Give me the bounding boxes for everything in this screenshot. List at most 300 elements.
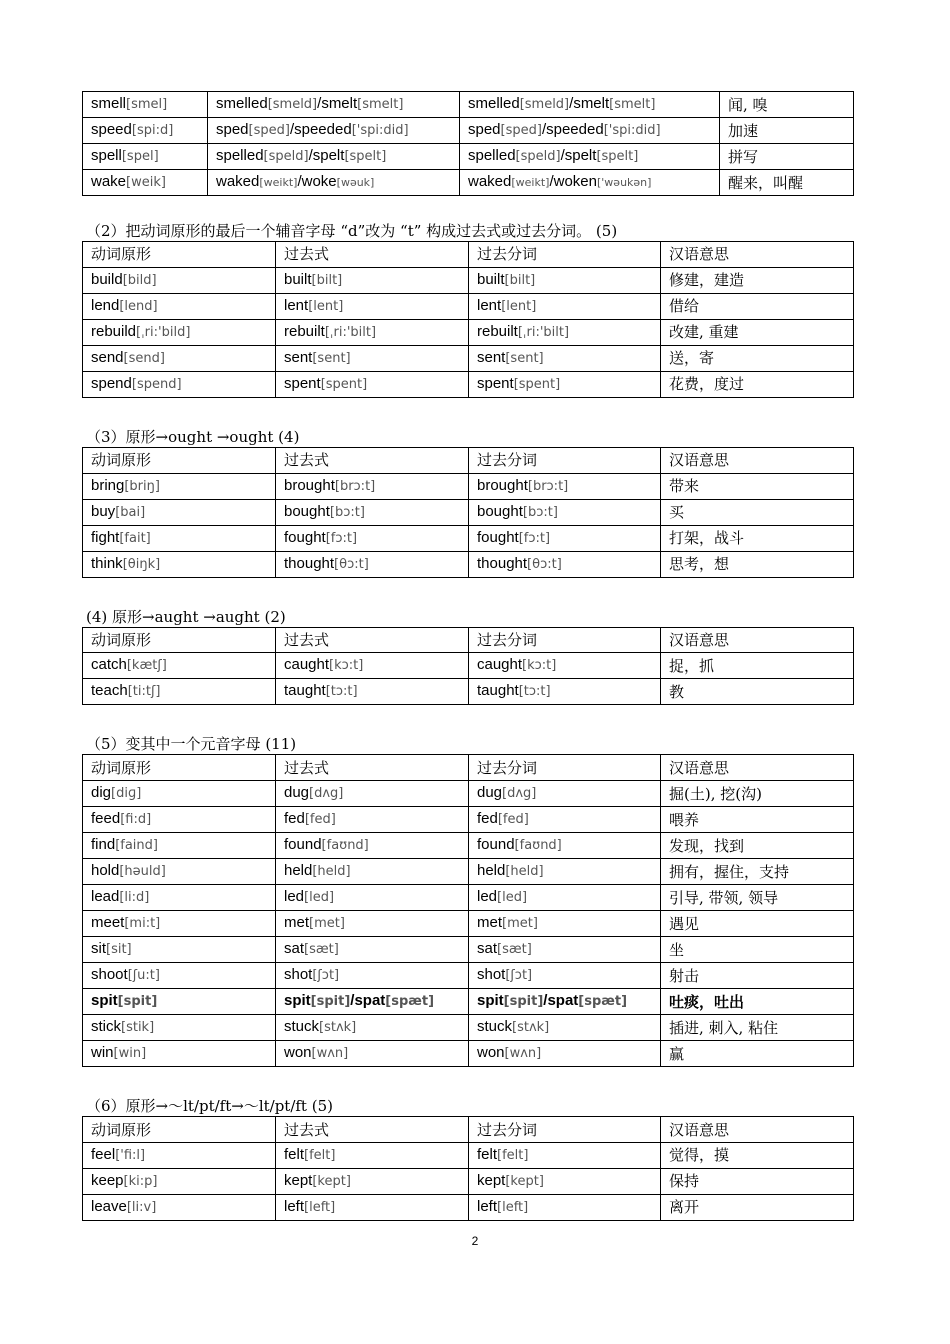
base-form-cell (83, 653, 276, 679)
past-participle-cell (469, 1142, 661, 1168)
phonetic: ['fi:l] (115, 1147, 146, 1163)
table-row (83, 525, 854, 551)
verb-form: lend (91, 296, 120, 314)
verb-form: dug (477, 784, 503, 802)
verb-form: won (284, 1044, 312, 1062)
verb-form: speeded (294, 121, 352, 138)
column-header-past: 过去式 (276, 1117, 469, 1143)
section-4 (82, 607, 853, 706)
verb-form: fought (284, 528, 326, 546)
phonetic: [fed] (304, 812, 336, 828)
phonetic: [weikt] (511, 176, 550, 189)
phonetic: [briŋ] (124, 478, 160, 494)
meaning-cell: 改建, 重建 (661, 319, 854, 345)
table-row (83, 807, 854, 833)
phonetic: [felt] (497, 1147, 529, 1163)
phonetic: [dʌg] (502, 786, 537, 802)
phonetic: [speld] (515, 149, 561, 164)
phonetic: [spæt] (578, 994, 628, 1010)
phonetic: [ˌri:'bilt] (324, 324, 377, 340)
past-participle-cell (469, 1168, 661, 1194)
phonetic: [led] (304, 890, 335, 906)
verb-form: found (477, 836, 515, 854)
phonetic: [sæt] (497, 942, 532, 958)
verb-form: bought (477, 502, 523, 520)
meaning-cell: 加速 (720, 118, 854, 144)
past-tense-cell: spelled[speld]/spelt[spelt] (208, 144, 460, 170)
column-header-past: 过去式 (276, 755, 469, 781)
phonetic: [bilt] (311, 272, 343, 288)
past-tense-cell: sped[sped]/speeded['spi:did] (208, 118, 460, 144)
base-form-cell (83, 989, 276, 1015)
verb-form: lead (91, 888, 120, 906)
verb-form: buy (91, 502, 116, 520)
verb-form: fought (477, 528, 519, 546)
verb-form: taught (284, 682, 326, 700)
past-participle-cell: sped[sped]/speeded['spi:did] (460, 118, 720, 144)
document-page (82, 91, 853, 1221)
section-title: （5）变其中一个元音字母 (11) (86, 735, 297, 754)
column-header-base: 动词原形 (83, 627, 276, 653)
table-body (83, 755, 854, 1067)
phonetic: [weik] (126, 175, 166, 190)
verb-form: meet (91, 914, 125, 932)
verb-form: rebuilt (477, 322, 518, 340)
table-row (83, 1142, 854, 1168)
verb-form: spit (91, 992, 118, 1010)
phonetic: [bild] (122, 272, 157, 288)
meaning-cell: 送，寄 (661, 345, 854, 371)
table-row (83, 319, 854, 345)
table-row (83, 653, 854, 679)
table-row (83, 551, 854, 577)
phonetic: [spit] (117, 994, 158, 1010)
table-header-row (83, 627, 854, 653)
verb-form: think (91, 554, 123, 572)
verb-form: found (284, 836, 322, 854)
verb-form: bought (284, 502, 330, 520)
column-header-pp: 过去分词 (469, 755, 661, 781)
meaning-cell: 赢 (661, 1041, 854, 1067)
phonetic: [sent] (505, 350, 544, 366)
past-tense-cell (276, 499, 469, 525)
phonetic: [θɔ:t] (334, 556, 369, 572)
phonetic: [ʃu:t] (127, 968, 160, 984)
meaning-cell: 发现，找到 (661, 833, 854, 859)
verb-form: spat (547, 992, 579, 1010)
phonetic: [mi:t] (124, 916, 161, 932)
column-header-base: 动词原形 (83, 242, 276, 268)
table-row (83, 92, 854, 118)
meaning-cell: 引导, 带领, 领导 (661, 885, 854, 911)
base-form-cell (83, 833, 276, 859)
verb-form: keep (91, 1171, 124, 1189)
verb-form: smelt (321, 95, 358, 112)
verb-form: sent (477, 348, 506, 366)
section-title: （6）原形→～lt/pt/ft→～lt/pt/ft (5) (86, 1097, 333, 1116)
verb-form: rebuild (91, 322, 137, 340)
meaning-cell: 醒来，叫醒 (720, 170, 854, 196)
phonetic: ['spi:did] (351, 123, 409, 138)
phonetic: [spit] (310, 994, 351, 1010)
meaning-cell: 坐 (661, 937, 854, 963)
column-header-base: 动词原形 (83, 755, 276, 781)
past-tense-cell (276, 1168, 469, 1194)
base-form-cell (83, 267, 276, 293)
phonetic: [sent] (312, 350, 351, 366)
phonetic: [kɔ:t] (329, 658, 364, 674)
past-tense-cell (276, 859, 469, 885)
meaning-cell: 修建，建造 (661, 267, 854, 293)
meaning-cell: 离开 (661, 1194, 854, 1220)
phonetic: [speld] (263, 149, 309, 164)
table-row (83, 859, 854, 885)
table-row (83, 473, 854, 499)
verb-table (82, 241, 854, 398)
meaning-cell: 吐痰，吐出 (661, 989, 854, 1015)
past-participle-cell (469, 1194, 661, 1220)
phonetic: [weikt] (259, 176, 298, 189)
verb-form: kept (284, 1171, 313, 1189)
column-header-base: 动词原形 (83, 447, 276, 473)
base-form-cell (83, 859, 276, 885)
base-form-cell (83, 551, 276, 577)
verb-form: spell (91, 147, 122, 164)
column-header-pp: 过去分词 (469, 447, 661, 473)
past-tense-cell (276, 653, 469, 679)
verb-form: spit (477, 992, 504, 1010)
verb-form: shot (477, 966, 506, 984)
table-body (83, 627, 854, 705)
verb-form: spend (91, 374, 132, 392)
table-row (83, 1194, 854, 1220)
phonetic: [sæt] (304, 942, 339, 958)
verb-form: spent (477, 374, 514, 392)
verb-form: spat (354, 992, 386, 1010)
past-participle-cell (469, 679, 661, 705)
base-form-cell (83, 92, 208, 118)
base-form-cell (83, 319, 276, 345)
past-tense-cell (276, 319, 469, 345)
phonetic: [kept] (312, 1173, 351, 1189)
phonetic: [ʃɔt] (505, 968, 533, 984)
phonetic: [send] (123, 350, 165, 366)
verb-form: sped (468, 121, 501, 138)
verb-form: bring (91, 476, 125, 494)
column-header-base: 动词原形 (83, 1117, 276, 1143)
phonetic: [lent] (501, 298, 537, 314)
phonetic: [smel] (126, 97, 168, 112)
base-form-cell (83, 963, 276, 989)
past-tense-cell (276, 345, 469, 371)
phonetic: [bɔ:t] (522, 504, 558, 520)
phonetic: [faʊnd] (514, 838, 562, 854)
verb-form: built (284, 270, 312, 288)
verb-form: held (284, 862, 313, 880)
phonetic: [faʊnd] (321, 838, 369, 854)
section-title: （2）把动词原形的最后一个辅音字母 “d”改为 “t” 构成过去式或过去分词。 (5) (86, 222, 618, 240)
verb-table (82, 627, 854, 706)
verb-form: left (477, 1197, 498, 1215)
verb-form: stick (91, 1018, 121, 1036)
base-form-cell (83, 293, 276, 319)
column-header-pp: 过去分词 (469, 627, 661, 653)
past-participle-cell: spit[spit]/spat[spæt] (469, 989, 661, 1015)
verb-form: build (91, 270, 123, 288)
phonetic: [lent] (308, 298, 344, 314)
verb-form: spit (284, 992, 311, 1010)
table-body (83, 1117, 854, 1221)
phonetic: [met] (309, 916, 345, 932)
meaning-cell: 插进, 刺入, 粘住 (661, 1015, 854, 1041)
past-tense-cell (276, 293, 469, 319)
phonetic: [left] (497, 1199, 529, 1215)
verb-form: built (477, 270, 505, 288)
past-participle-cell (469, 653, 661, 679)
verb-form: find (91, 836, 116, 854)
section-3 (82, 427, 853, 578)
phonetic: [spel] (121, 149, 159, 164)
phonetic: [spit] (503, 994, 544, 1010)
meaning-cell: 买 (661, 499, 854, 525)
table-row (83, 499, 854, 525)
verb-form: waked (216, 173, 260, 190)
past-participle-cell (469, 293, 661, 319)
verb-form: taught (477, 682, 519, 700)
table-row (83, 170, 854, 196)
column-header-past: 过去式 (276, 627, 469, 653)
phonetic: [wʌn] (504, 1046, 542, 1062)
verb-form: sent (284, 348, 313, 366)
verb-form: win (91, 1044, 114, 1062)
phonetic: [lend] (119, 298, 158, 314)
verb-form: stuck (477, 1018, 513, 1036)
past-tense-cell (276, 1194, 469, 1220)
past-tense-cell (276, 551, 469, 577)
past-participle-cell: spelled[speld]/spelt[spelt] (460, 144, 720, 170)
phonetic: [li:v] (126, 1199, 157, 1215)
table-header-row (83, 242, 854, 268)
column-header-pp: 过去分词 (469, 1117, 661, 1143)
section-6 (82, 1096, 853, 1221)
past-tense-cell: smelled[smeld]/smelt[smelt] (208, 92, 460, 118)
past-participle-cell (469, 551, 661, 577)
verb-form: rebuilt (284, 322, 325, 340)
section-2 (82, 221, 853, 398)
meaning-cell: 捉，抓 (661, 653, 854, 679)
verb-form: fight (91, 528, 120, 546)
base-form-cell (83, 1142, 276, 1168)
column-header-meaning: 汉语意思 (661, 1117, 854, 1143)
verb-form: fed (477, 810, 498, 828)
verb-form: sat (284, 940, 305, 958)
table-row (83, 989, 854, 1015)
verb-form: smelled (468, 95, 520, 112)
table-row (83, 371, 854, 397)
verb-form: thought (284, 554, 335, 572)
phonetic: [fi:d] (120, 812, 152, 828)
base-form-cell (83, 1015, 276, 1041)
page-number: 2 (471, 1234, 479, 1248)
section-title: (4) 原形→aught →aught (2) (86, 607, 286, 626)
verb-form: catch (91, 656, 127, 674)
verb-table (82, 754, 854, 1067)
table-row (83, 118, 854, 144)
phonetic: [bilt] (504, 272, 536, 288)
table-row (83, 781, 854, 807)
verb-form: brought (284, 476, 335, 494)
table-body (83, 92, 854, 196)
phonetic: [stʌk] (512, 1020, 550, 1036)
phonetic: [fait] (119, 530, 151, 546)
past-participle-cell (469, 859, 661, 885)
verb-form: smell (91, 95, 127, 112)
phonetic: [stʌk] (319, 1020, 357, 1036)
phonetic: [diɡ] (111, 786, 142, 802)
past-tense-cell (276, 473, 469, 499)
verb-table-continued (82, 91, 854, 196)
past-tense-cell (276, 937, 469, 963)
table-row (83, 345, 854, 371)
verb-form: spent (284, 374, 321, 392)
table-row (83, 937, 854, 963)
verb-form: thought (477, 554, 528, 572)
past-participle-cell (469, 1041, 661, 1067)
past-participle-cell (469, 781, 661, 807)
phonetic: [ˌri:'bild] (136, 324, 191, 340)
verb-form: lent (284, 296, 309, 314)
verb-form: teach (91, 682, 128, 700)
past-tense-cell (276, 963, 469, 989)
meaning-cell: 射击 (661, 963, 854, 989)
base-form-cell (83, 1168, 276, 1194)
past-participle-cell (469, 937, 661, 963)
verb-form: held (477, 862, 506, 880)
verb-form: led (477, 888, 498, 906)
past-participle-cell (469, 807, 661, 833)
phonetic: [spæt] (385, 994, 435, 1010)
table-header-row (83, 1117, 854, 1143)
verb-form: speeded (546, 121, 604, 138)
phonetic: [fed] (497, 812, 529, 828)
column-header-meaning: 汉语意思 (661, 242, 854, 268)
past-participle-cell (469, 1015, 661, 1041)
phonetic: ['wəukən] (596, 176, 652, 189)
base-form-cell (83, 118, 208, 144)
phonetic: [stik] (121, 1020, 155, 1036)
column-header-meaning: 汉语意思 (661, 755, 854, 781)
meaning-cell: 带来 (661, 473, 854, 499)
table-header-row (83, 447, 854, 473)
column-header-past: 过去式 (276, 447, 469, 473)
past-tense-cell: waked[weikt]/woke[wəuk] (208, 170, 460, 196)
meaning-cell: 思考，想 (661, 551, 854, 577)
table-row (83, 267, 854, 293)
verb-form: sat (477, 940, 498, 958)
meaning-cell: 保持 (661, 1168, 854, 1194)
phonetic: [sped] (248, 123, 290, 138)
verb-form: dug (284, 784, 310, 802)
verb-form: felt (477, 1145, 498, 1163)
verb-form: feed (91, 810, 121, 828)
base-form-cell (83, 371, 276, 397)
table-row (83, 911, 854, 937)
phonetic: [θɔ:t] (527, 556, 562, 572)
column-header-past: 过去式 (276, 242, 469, 268)
past-participle-cell: waked[weikt]/woken['wəukən] (460, 170, 720, 196)
verb-form: led (284, 888, 305, 906)
table-row (83, 679, 854, 705)
phonetic: [held] (312, 864, 351, 880)
verb-form: left (284, 1197, 305, 1215)
verb-form: woke (301, 173, 337, 190)
phonetic: [kætʃ] (126, 658, 167, 674)
phonetic: [brɔ:t] (527, 478, 569, 494)
phonetic: [ti:tʃ] (127, 684, 161, 700)
verb-form: send (91, 348, 124, 366)
base-form-cell (83, 1041, 276, 1067)
phonetic: [spent] (320, 376, 368, 392)
verb-form: speed (91, 121, 132, 138)
verb-form: smelt (573, 95, 610, 112)
phonetic: [brɔ:t] (334, 478, 376, 494)
section-5 (82, 734, 853, 1067)
verb-form: caught (284, 656, 330, 674)
table-row (83, 144, 854, 170)
past-tense-cell (276, 885, 469, 911)
past-participle-cell (469, 833, 661, 859)
verb-form: shoot (91, 966, 128, 984)
table-row (83, 1041, 854, 1067)
verb-form: caught (477, 656, 523, 674)
phonetic: [bai] (115, 504, 146, 520)
phonetic: [felt] (304, 1147, 336, 1163)
meaning-cell: 喂养 (661, 807, 854, 833)
past-tense-cell (276, 267, 469, 293)
past-tense-cell (276, 371, 469, 397)
phonetic: [li:d] (119, 890, 150, 906)
past-tense-cell (276, 1142, 469, 1168)
phonetic: [θiŋk] (122, 556, 161, 572)
column-header-meaning: 汉语意思 (661, 627, 854, 653)
verb-form: spelt (312, 147, 345, 164)
past-tense-cell (276, 1041, 469, 1067)
phonetic: [smeld] (267, 97, 318, 112)
meaning-cell: 花费，度过 (661, 371, 854, 397)
verb-form: leave (91, 1197, 127, 1215)
past-participle-cell: smelled[smeld]/smelt[smelt] (460, 92, 720, 118)
table-row (83, 885, 854, 911)
verb-form: hold (91, 862, 120, 880)
table-row (83, 1015, 854, 1041)
phonetic: [wəuk] (336, 176, 375, 189)
verb-form: dig (91, 784, 112, 802)
phonetic: [spelt] (596, 149, 639, 164)
table-header-row (83, 755, 854, 781)
past-tense-cell (276, 781, 469, 807)
phonetic: [həuld] (119, 864, 166, 880)
meaning-cell: 借给 (661, 293, 854, 319)
past-tense-cell (276, 525, 469, 551)
verb-form: stuck (284, 1018, 320, 1036)
verb-form: spelled (216, 147, 264, 164)
phonetic: [tɔ:t] (518, 684, 551, 700)
verb-form: won (477, 1044, 505, 1062)
verb-form: sit (91, 940, 106, 958)
verb-table (82, 1116, 854, 1221)
past-participle-cell (469, 963, 661, 989)
phonetic: [dʌg] (309, 786, 344, 802)
